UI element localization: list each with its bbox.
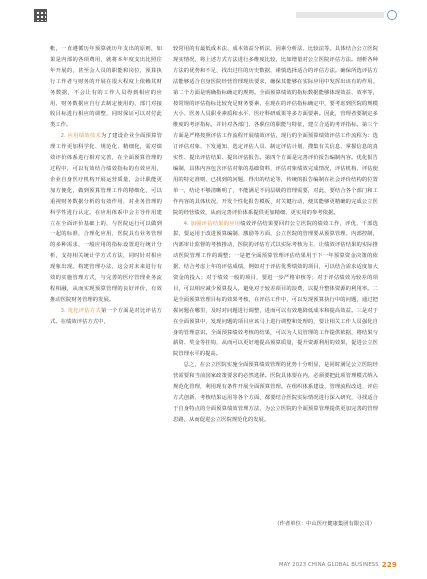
paragraph [50,306,162,328]
paragraph [173,219,378,361]
author-affiliation: （作者单位：中山医疗健康集团有限公司） [274,521,375,527]
right-column [173,44,378,426]
masthead-banner [296,12,384,18]
paragraph: 帐，一直遵循历年预算就历年支出的原则，如果是内部的各项费用，就将本年度支出比照往年开展的，甚至会人员的职能和岗位，预算执行工作者与财务的开展在很大程度上依赖其财务数据，不会让有的工作人员得到相应的应用，财务数据应自行去制定使用的，部门对接收目标进行相应的调整，同时保证可以对付此类工作。 [50,46,162,129]
globe-logo-icon [387,10,397,20]
section-heading: 3. 优化评估方式 [60,307,102,314]
paragraph-text: 绩效评估结果要回归公立医院的绩效工作，评优、千部选拔，要运用于改进预算编制、激励等方面，公立医院的管理要从预算管理、内部控制，内部审计监督的考核推动，医院的评估方式以实际考核为主、让绩效评估结果的实际推动医院管理工作的调整；一是把全面预算管理评估结果用于下一年预算资金决策的依据，结合考虑上年的评估成绩，例如对于评估优秀绩效的项目，可以结合需求适度加大资金的投入；对于绩效一般的项目，要进一步严格审核等；对于评估绩效为较差的项目，可以相应减少预算投入，避免对于较差项目的浪费，以提升整体资源的利用率。二是全面预算管理目标的效果考核，在评估工作中，可以发现预算执行中的问题，通过把握问题在哪里，及时对问题进行调整，进而可以有效地降低成本和提高效益。三是对于在全面预算中，发现问题的项目应该马上进行调整和处理的，要让相关工作人员强化自身的管理意识。全面预算绩效考核的结果，可以为人员管理的工作提供依据，将结果与薪资、奖金等挂钩，从而可以更好地提高预算质量，提升资源利用的效果，促进公立医院管理水平的提高。 [173,220,378,358]
masthead-logo [247,9,397,21]
paragraph [50,131,162,306]
section-heading: 4. 加强评估结果的应用 [183,220,241,227]
page-footer [279,562,397,569]
paragraph-text: 为了建设企业全面预算管理工作更加科学化、规范化、精细化，需对绩效评价体系进行相对完善，在全面预算管理的过程中，可以有效结合绩效指标的有效应用，企业自身医疗机构开展运营质量，会计职能更加方便化，做到预算管理工作的精细化，可以重视财务数据分析的有效作用，对业务管理的科学性进行认定。在应用体系中会主导作用建立在全面评价基础上的，与医院运行可以做到一起的标准，合理化应用，医院具有业务管理的多种需求，一般应用的指标设置进行统计分析，支持相关统计学方式方法，同时针对相应现象出现。构建管理办法，这会对未来进行有效的实施管理方式，与完善的医疗管理业务流程相融，从而实现预算管理的良好评价，有效推动医院财务管理的发展。 [50,133,162,303]
section-heading: 2. 应用绩效技术 [60,133,102,140]
left-column [50,44,162,328]
page-header [0,9,427,23]
paragraph: 较常用的有最低成本法、成本效益分析法、因素分析法、比较法等。具体结合公立医院现实情况，将上述方式方法进行多维度比较，比如增量对公立医院评估方法。剖析各种方法的优势和不足，找出过往的历史数据，谨慎选择适合的评估方法。确保所选评估方法能够适合自身医院经营管理现状要求，确保其能够在实际应用中发挥出该有的作用。第二个方面是明确指标确定的规则。全面预算绩效的指标数据能够体现效益、效率等，按常规的评估指标比较充足财务要素，在现在的评估指标确定中，要考虑到医院的规模大小、医务人员职业素质和水平、医疗科研成果等多方面要素。因此，管理者要制定多维度的考评指标，并针对各部门、各职位的职能与特征，建立合适的考评指标。第三个方面是严格按照评估工作流程开展绩效评估，现行的全面预算绩效评估工作流程为：选订评估对象、下发通知、选定评估人员、制定评估计划、搜集有关信息、掌握信息的真实性、提出评估结果、提出评估报告。第四个方面是完善评价报告编制内容。优化报告编制，具体内容包含评估对象的基础资料，评估对象绩效完成情况，评估机构、评估使用的特定准则，已找到的问题，得出的结论等，传统的报告编制在社会评价结构的位置单一，结论不够清晰明了，不能满足不同层级的管理需要，对此，要结合各个部门和工作内容的具体状况，开发个性化报告模板，对关键行动，便其能够更精确的完成公立医院的经营绩效，从而完善评价体系提供更加精细、更实用的参考依据。 [173,46,378,216]
paragraph-text: 第一个方面是对比评估方式。在绩效评估方式中， [50,307,162,325]
paragraph: 总之，在公立医院实施全面预算绩效管理的优势十分明显，是同时满足公立医院经营需要和当前国家政策要求的必然选择。医院具体要在内，必须要把此项管理模式纳入规范化管理，利用现有条件开展全面预算管理。在组织体系建设、管理流程改进、评估方式创新、考核结果运用等各个方面，都要结合医院实际情况进行深入研究，寻找适合于自身特点的全面预算绩效管理方法，为公立医院的全面预算管理提供更加完善的管理思路，从而促进公立医院规范化的发展。 [173,362,378,423]
qr-code-icon [34,9,47,22]
publication-name: MAY 2023 CHINA GLOBAL BUSINESS [278,562,379,568]
page-number: 229 [381,561,397,569]
